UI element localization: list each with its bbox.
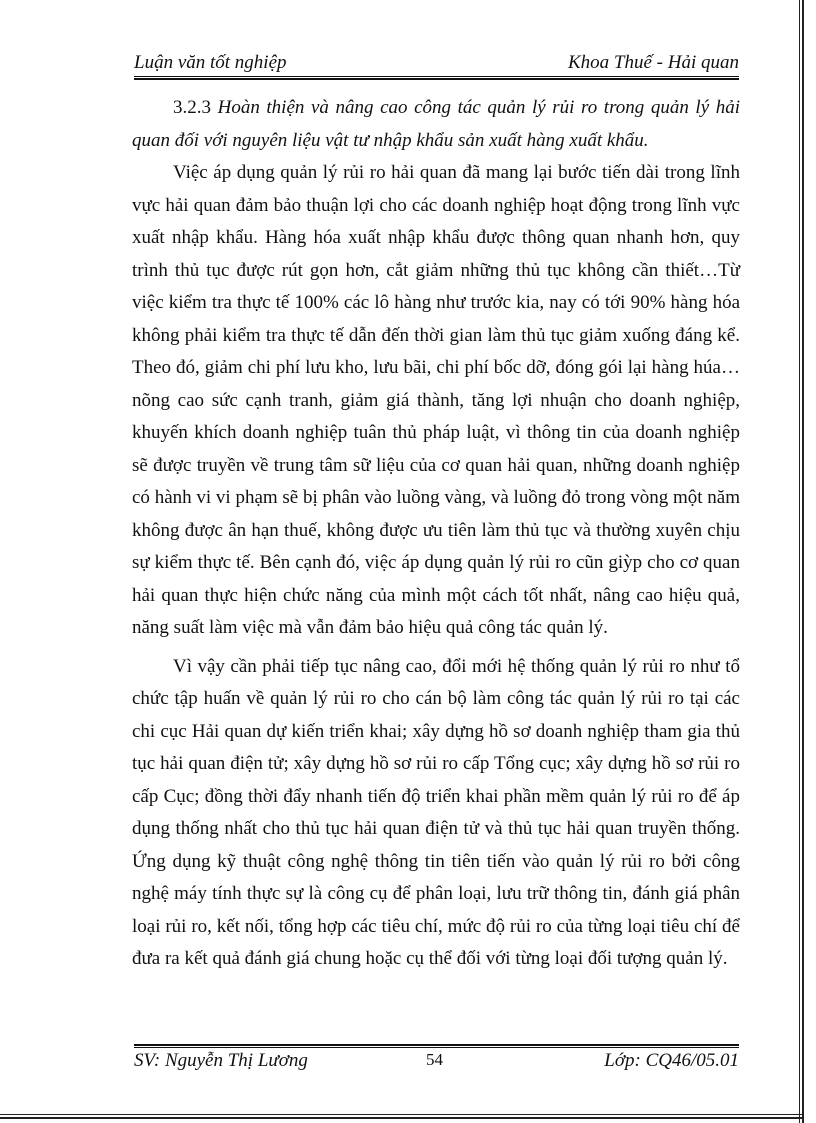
footer-class-code: Lớp: CQ46/05.01 — [604, 1050, 739, 1071]
paragraph-2: Vì vậy cần phải tiếp tục nâng cao, đổi mới hệ thống quản lý rủi ro như tổ chức tập huấn về quản lý rủi ro cho cán bộ làm công tác quản lý rủi ro tại các chi cục Hải quan dự kiến triển khai; xây dựng hồ sơ doanh nghiệp tham gia thủ tục hải quan điện tử; xây dựng hồ sơ rủi ro cấp Tổng cục; xây dựng hồ sơ rủi ro cấp Cục; đồng thời đẩy nhanh tiến độ triển khai phần mềm quản lý rủi ro để áp dụng thống nhất cho thủ tục hải quan điện tử và thủ tục hải quan truyền thống. Ứng dụng kỹ thuật công nghệ thông tin tiên tiến vào quản lý rủi ro bởi công nghệ máy tính thực sự là công cụ để phân loại, lưu trữ thông tin, đánh giá phân loại rủi ro, kết nối, tổng hợp các tiêu chí, mức độ rủi ro của từng loại tiêu chí để đưa ra kết quả đánh giá chung hoặc cụ thể đối với từng loại đối tượng quản lý. — [132, 655, 740, 969]
section-number: 3.2.3 — [173, 97, 211, 118]
header-thesis-label: Luận văn tốt nghiệp — [134, 52, 287, 73]
footer-student-name: SV: Nguyễn Thị Lương — [134, 1050, 308, 1071]
header-divider — [134, 76, 739, 80]
header-faculty-label: Khoa Thuế - Hải quan — [568, 52, 739, 73]
page-border-bottom — [0, 1114, 804, 1119]
page-footer — [134, 1050, 739, 1078]
page-border-right — [799, 0, 804, 1123]
document-body — [132, 92, 740, 976]
footer-divider — [134, 1044, 739, 1048]
page-number: 54 — [426, 1050, 443, 1069]
section-heading — [132, 92, 740, 157]
section-title: Hoàn thiện và nâng cao công tác quản lý rủi ro trong quản lý hải quan đối với nguyên liệu vật tư nhập khẩu sản xuất hàng xuất khẩu. — [132, 97, 741, 151]
paragraph-1: Việc áp dụng quản lý rủi ro hải quan đã mang lại bước tiến dài trong lĩnh vực hải quan đảm bảo thuận lợi cho các doanh nghiệp hoạt động trong lĩnh vực xuất nhập khẩu. Hàng hóa xuất nhập khẩu được thông quan nhanh hơn, quy trình thủ tục được rút gọn hơn, cắt giảm những thủ tục không cần thiết…Từ việc kiểm tra thực tế 100% các lô hàng như trước kia, nay có tới 90% hàng hóa không phải kiểm tra thực tế dẫn đến thời gian làm thủ tục giảm xuống đáng kể. Theo đó, giảm chi phí lưu kho, lưu bãi, chi phí bốc dỡ, đóng gói lại hàng húa…nõng cao sức cạnh tranh, giảm giá thành, tăng lợi nhuận cho doanh nghiệp, khuyến khích doanh nghiệp tuân thủ pháp luật, vì thông tin của doanh nghiệp sẽ được truyền về trung tâm sữ liệu của cơ quan hải quan, những doanh nghiệp có hành vi vi phạm sẽ bị phân vào luồng vàng, và luồng đỏ trong vòng một năm không được ân hạn thuế, không được ưu tiên làm thủ tục và thường xuyên chịu sự kiểm thực tế. Bên cạnh đó, việc áp dụng quản lý rủi ro cũn giỳp cho cơ quan hải quan thực hiện chức năng của mình một cách tốt nhất, nâng cao hiệu quả, năng suất làm việc mà vẫn đảm bảo hiệu quả công tác quản lý. — [132, 162, 740, 638]
